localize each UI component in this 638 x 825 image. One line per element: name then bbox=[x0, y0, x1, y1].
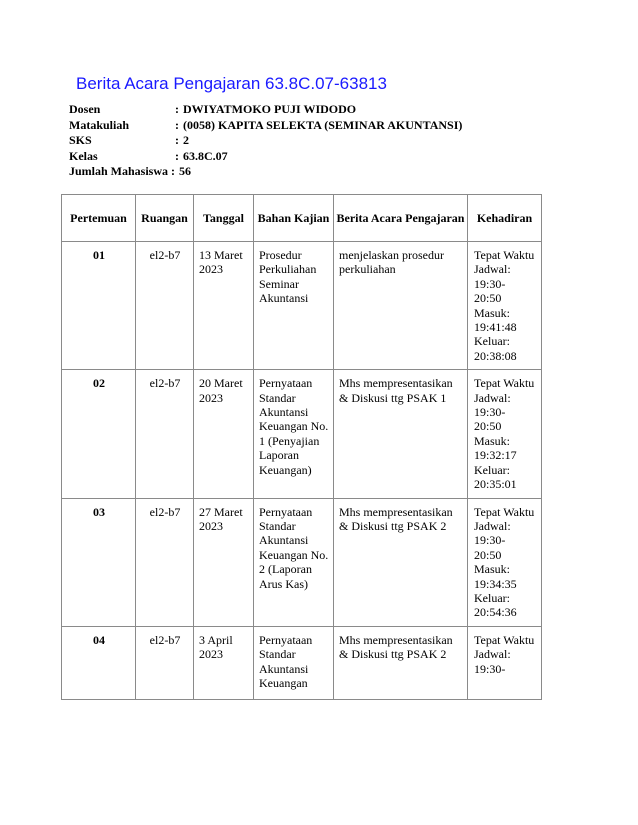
info-separator: : bbox=[175, 102, 179, 116]
info-row-sks bbox=[69, 133, 462, 149]
cell-pertemuan: 04 bbox=[62, 626, 136, 699]
header-ruangan: Ruangan bbox=[136, 195, 194, 242]
table-row bbox=[62, 626, 542, 699]
cell-pertemuan: 03 bbox=[62, 498, 136, 626]
info-separator: : bbox=[175, 148, 179, 163]
cell-ruangan: el2-b7 bbox=[136, 242, 194, 370]
cell-tanggal: 27 Maret 2023 bbox=[194, 498, 254, 626]
cell-tanggal: 20 Maret 2023 bbox=[194, 370, 254, 498]
table-row bbox=[62, 498, 542, 626]
cell-berita-acara: menjelaskan prosedur perkuliahan bbox=[334, 242, 468, 370]
cell-kehadiran: Tepat Waktu Jadwal: 19:30- 20:50 Masuk: 19:34:35 Keluar: 20:54:36 bbox=[468, 498, 542, 626]
info-row-jumlah-mahasiswa bbox=[69, 164, 462, 180]
info-label: Kelas bbox=[69, 148, 98, 163]
cell-berita-acara: Mhs mempresentasikan & Diskusi ttg PSAK 1 bbox=[334, 370, 468, 498]
header-pertemuan: Pertemuan bbox=[62, 195, 136, 242]
cell-bahan-kajian: Pernyataan Standar Akuntansi Keuangan No. 1 (Penyajian Laporan Keuangan) bbox=[254, 370, 334, 498]
cell-tanggal: 13 Maret 2023 bbox=[194, 242, 254, 370]
info-value: 63.8C.07 bbox=[183, 148, 228, 163]
cell-ruangan: el2-b7 bbox=[136, 498, 194, 626]
info-value: (0058) KAPITA SELEKTA (SEMINAR AKUNTANSI) bbox=[183, 117, 463, 132]
info-value: 2 bbox=[183, 133, 189, 147]
cell-ruangan: el2-b7 bbox=[136, 370, 194, 498]
info-value: DWIYATMOKO PUJI WIDODO bbox=[183, 102, 357, 116]
info-row-kelas bbox=[69, 149, 462, 165]
info-separator: : bbox=[171, 164, 176, 178]
info-row-dosen bbox=[69, 102, 462, 118]
info-value: 56 bbox=[179, 164, 192, 178]
table-row bbox=[62, 242, 542, 370]
info-separator: : bbox=[175, 133, 179, 147]
cell-bahan-kajian: Prosedur Perkuliahan Seminar Akuntansi bbox=[254, 242, 334, 370]
header-berita-acara: Berita Acara Pengajaran bbox=[334, 195, 468, 242]
header-tanggal: Tanggal bbox=[194, 195, 254, 242]
table-header-row bbox=[62, 195, 542, 242]
cell-pertemuan: 02 bbox=[62, 370, 136, 498]
cell-berita-acara: Mhs mempresentasikan & Diskusi ttg PSAK 2 bbox=[334, 626, 468, 699]
page-title: Berita Acara Pengajaran 63.8C.07-63813 bbox=[76, 74, 387, 93]
cell-pertemuan: 01 bbox=[62, 242, 136, 370]
info-label: Jumlah Mahasiswa bbox=[69, 164, 169, 178]
info-label: SKS bbox=[69, 133, 92, 147]
cell-bahan-kajian: Pernyataan Standar Akuntansi Keuangan bbox=[254, 626, 334, 699]
cell-bahan-kajian: Pernyataan Standar Akuntansi Keuangan No. 2 (Laporan Arus Kas) bbox=[254, 498, 334, 626]
info-label: Matakuliah bbox=[69, 117, 130, 132]
cell-kehadiran: Tepat Waktu Jadwal: 19:30- 20:50 Masuk: 19:41:48 Keluar: 20:38:08 bbox=[468, 242, 542, 370]
header-kehadiran: Kehadiran bbox=[468, 195, 542, 242]
cell-berita-acara: Mhs mempresentasikan & Diskusi ttg PSAK 2 bbox=[334, 498, 468, 626]
cell-tanggal: 3 April 2023 bbox=[194, 626, 254, 699]
cell-ruangan: el2-b7 bbox=[136, 626, 194, 699]
header-bahan-kajian: Bahan Kajian bbox=[254, 195, 334, 242]
berita-acara-table bbox=[61, 194, 542, 700]
info-label: Dosen bbox=[69, 102, 101, 116]
info-separator: : bbox=[175, 117, 179, 132]
info-row-matakuliah bbox=[69, 118, 462, 134]
cell-kehadiran: Tepat Waktu Jadwal: 19:30- 20:50 Masuk: 19:32:17 Keluar: 20:35:01 bbox=[468, 370, 542, 498]
course-info bbox=[69, 102, 462, 180]
table-row bbox=[62, 370, 542, 498]
cell-kehadiran: Tepat Waktu Jadwal: 19:30- bbox=[468, 626, 542, 699]
